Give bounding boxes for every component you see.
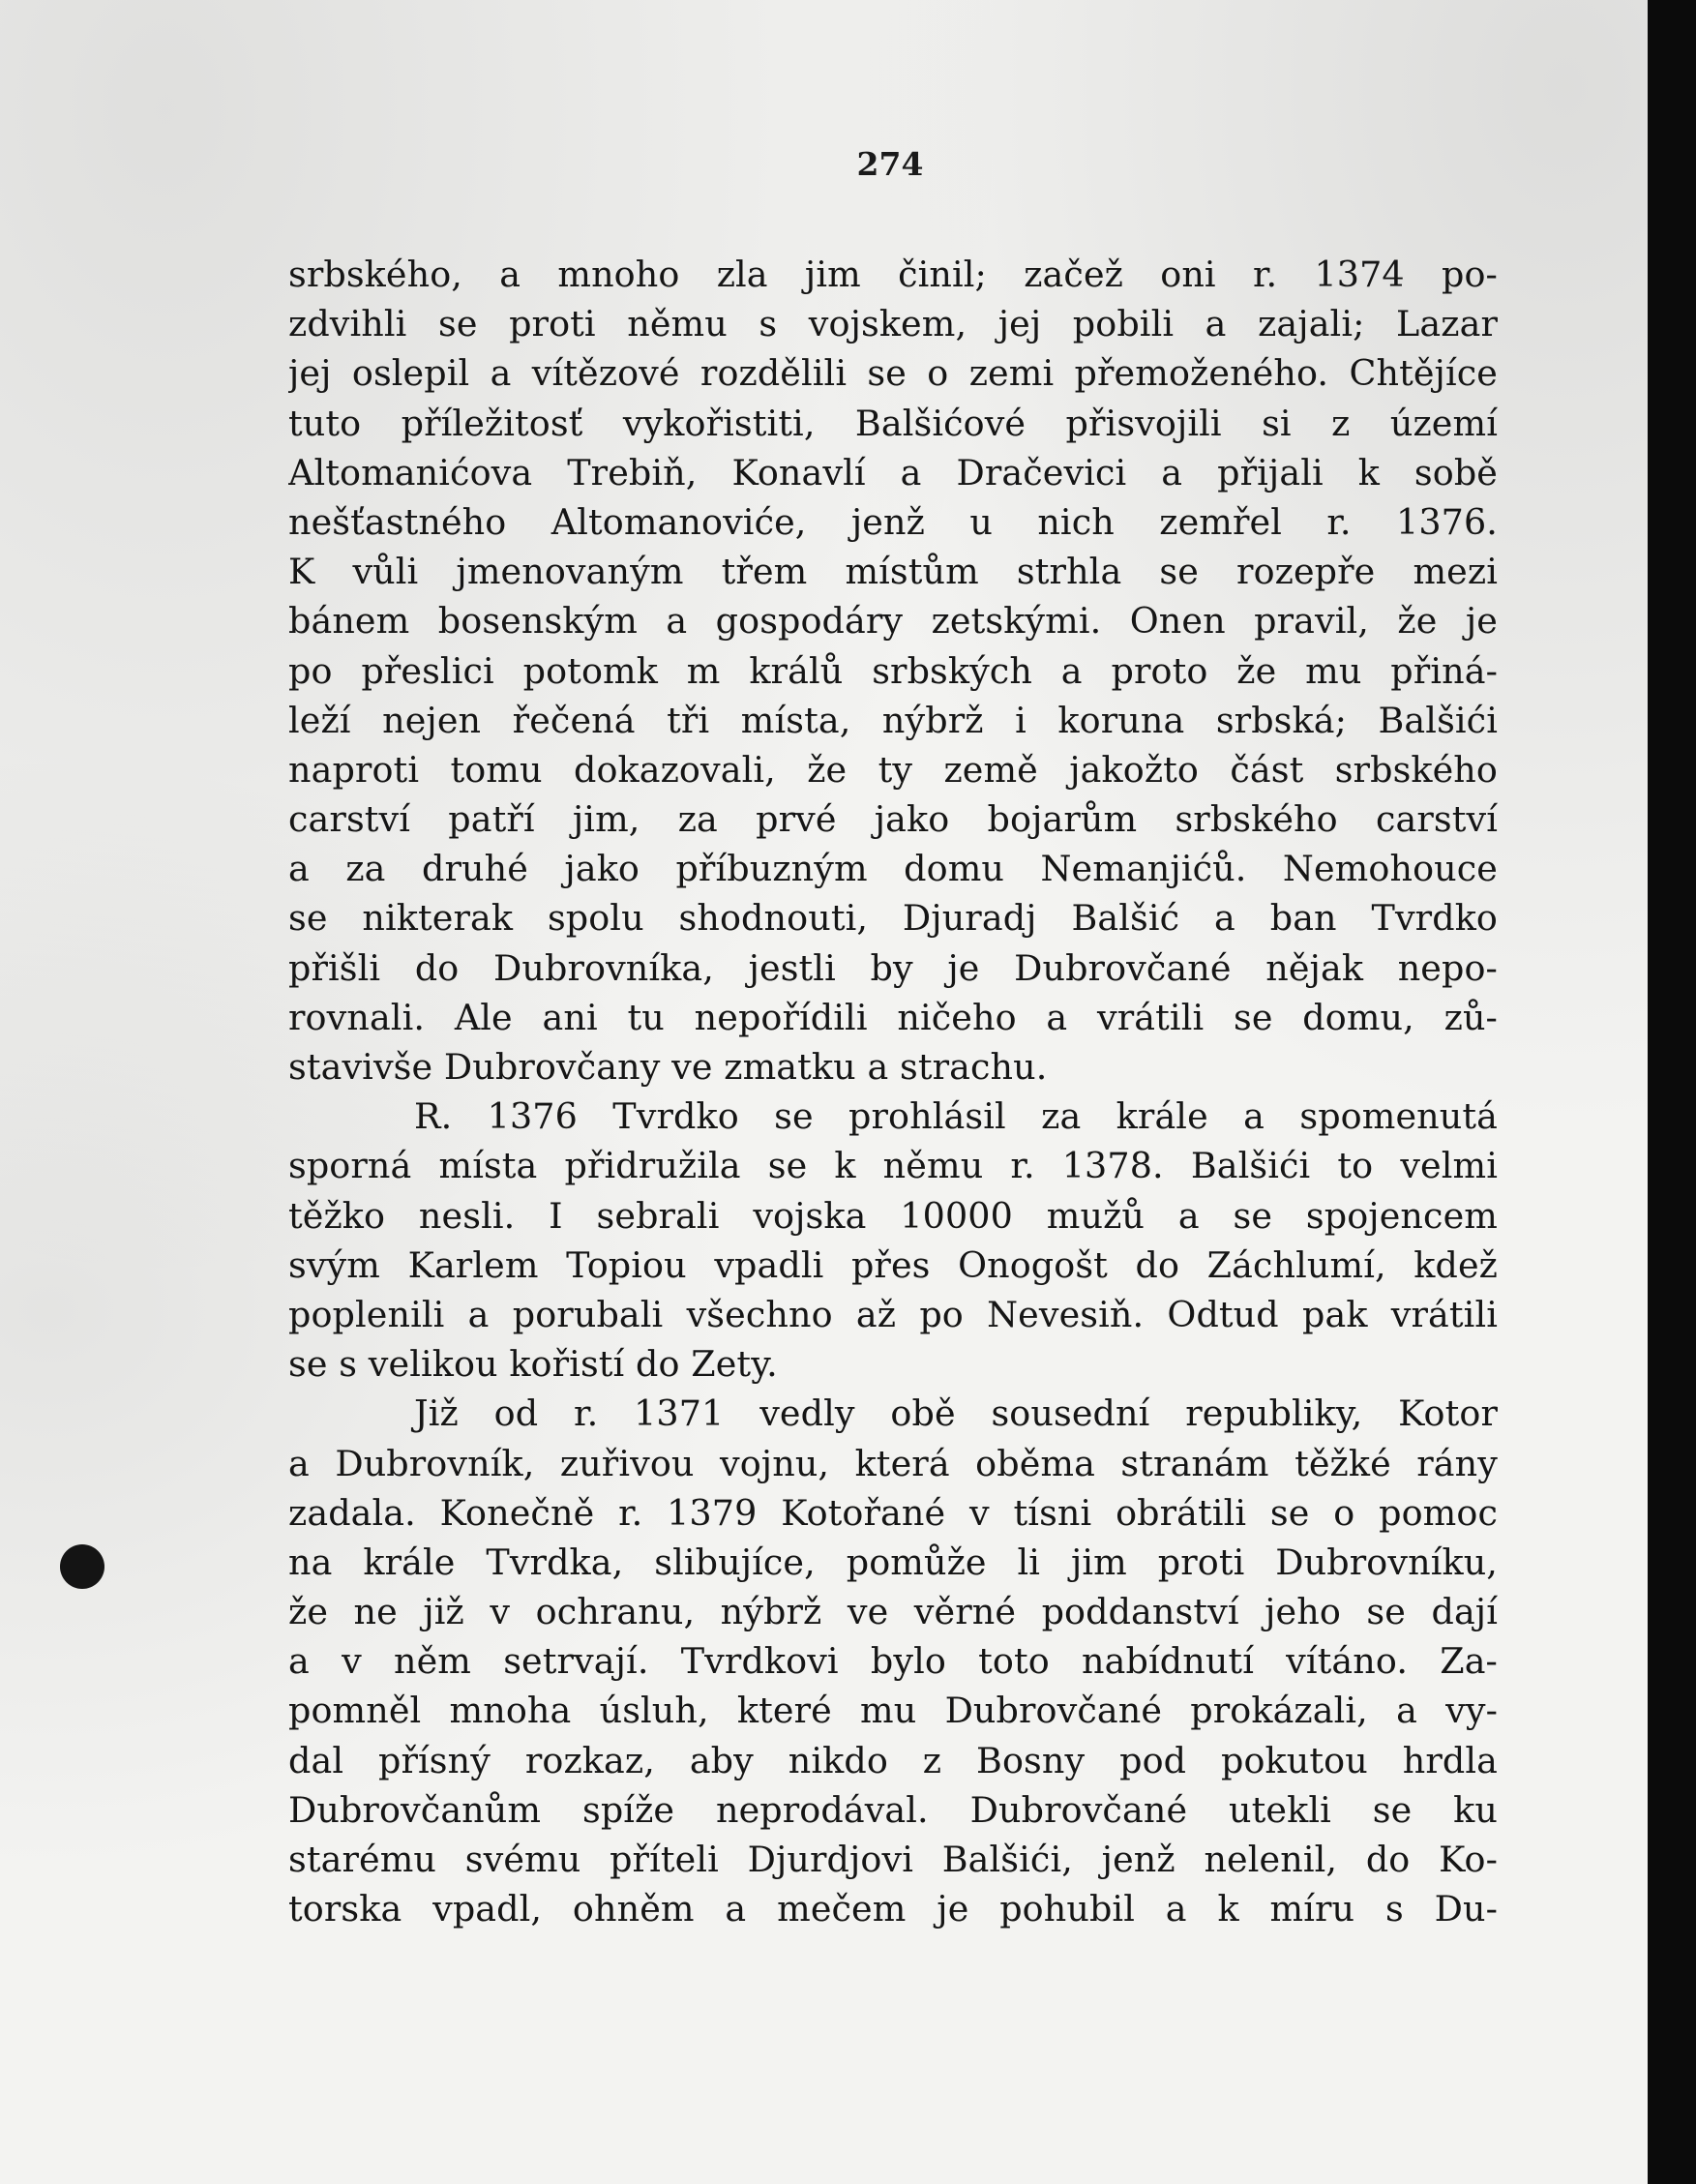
text-line: a v něm setrvají. Tvrdkovi bylo toto nabídnutí vítáno. Za- — [288, 1640, 1498, 1683]
text-line: starému svému příteli Djurdjovi Balšići, jenž nelenil, do Ko- — [288, 1839, 1498, 1880]
text-line: zadala. Konečně r. 1379 Kotořané v tísni obrátili se o pomoc — [288, 1491, 1498, 1534]
text-line: těžko nesli. I sebrali vojska 10000 mužů a se spojencem — [288, 1194, 1498, 1237]
text-line: naproti tomu dokazovali, že ty země jakožto část srbského — [288, 748, 1498, 791]
text-line: bánem bosenským a gospodáry zetskými. Onen pravil, že je — [288, 600, 1498, 643]
text-line: torska vpadl, ohněm a mečem je pohubil a k míru s Du- — [288, 1888, 1498, 1930]
text-line: Dubrovčanům spíže neprodával. Dubrovčané utekli se ku — [288, 1788, 1498, 1831]
text-line: se nikterak spolu shodnouti, Djuradj Balšić a ban Tvrdko — [288, 897, 1498, 940]
text-line: rovnali. Ale ani tu nepořídili ničeho a vrátili se domu, zů- — [288, 996, 1498, 1038]
text-line: tuto příležitosť vykořistiti, Balšićové přisvojili si z území — [288, 402, 1498, 444]
text-line: poplenili a porubali všechno až po Nevesiň. Odtud pak vrátili — [288, 1293, 1498, 1335]
text-line: po přeslici potomk m králů srbských a proto že mu přiná- — [288, 649, 1498, 692]
text-line: svým Karlem Topiou vpadli přes Onogošt do Záchlumí, kdež — [288, 1243, 1498, 1286]
text-line: Altomanićova Trebiň, Konavlí a Dračevici a přijali k sobě — [288, 451, 1498, 494]
punch-hole-mark — [60, 1544, 104, 1589]
page-number: 274 — [856, 145, 924, 183]
text-line: že ne již v ochranu, nýbrž ve věrné poddanství jeho se dají — [288, 1591, 1498, 1633]
text-line: nešťastného Altomanoviće, jenž u nich zemřel r. 1376. — [288, 500, 1498, 543]
text-line: sporná místa přidružila se k němu r. 1378. Balšići to velmi — [288, 1145, 1498, 1187]
text-line: R. 1376 Tvrdko se prohlásil za krále a spomenutá — [414, 1095, 1498, 1138]
text-line: a za druhé jako příbuzným domu Nemanjićů. Nemohouce — [288, 848, 1498, 890]
text-line: srbského, a mnoho zla jim činil; začež oni r. 1374 po- — [288, 254, 1498, 295]
text-line: dal přísný rozkaz, aby nikdo z Bosny pod pokutou hrdla — [288, 1739, 1498, 1781]
text-line: se s velikou kořistí do Zety. — [288, 1343, 778, 1386]
text-line: carství patří jim, za prvé jako bojarům srbského carství — [288, 798, 1498, 841]
text-line: Již od r. 1371 vedly obě sousední republiky, Kotor — [414, 1392, 1498, 1435]
text-line: a Dubrovník, zuřivou vojnu, která oběma stranám těžké rány — [288, 1442, 1498, 1484]
scan-border — [1648, 0, 1696, 2184]
text-line: leží nejen řečená tři místa, nýbrž i koruna srbská; Balšići — [288, 699, 1498, 741]
text-line: K vůli jmenovaným třem místům strhla se rozepře mezi — [288, 551, 1498, 593]
text-line: přišli do Dubrovníka, jestli by je Dubrovčané nějak nepo- — [288, 946, 1498, 989]
text-line: pomněl mnoha úsluh, které mu Dubrovčané prokázali, a vy- — [288, 1690, 1498, 1732]
body-text — [288, 250, 1498, 1933]
text-line: jej oslepil a vítězové rozdělili se o zemi přemoženého. Chtějíce — [288, 352, 1498, 395]
text-line: stavivše Dubrovčany ve zmatku a strachu. — [288, 1046, 1048, 1088]
text-line: zdvihli se proti němu s vojskem, jej pobili a zajali; Lazar — [288, 303, 1498, 345]
text-line: na krále Tvrdka, slibujíce, pomůže li jim proti Dubrovníku, — [288, 1541, 1498, 1583]
